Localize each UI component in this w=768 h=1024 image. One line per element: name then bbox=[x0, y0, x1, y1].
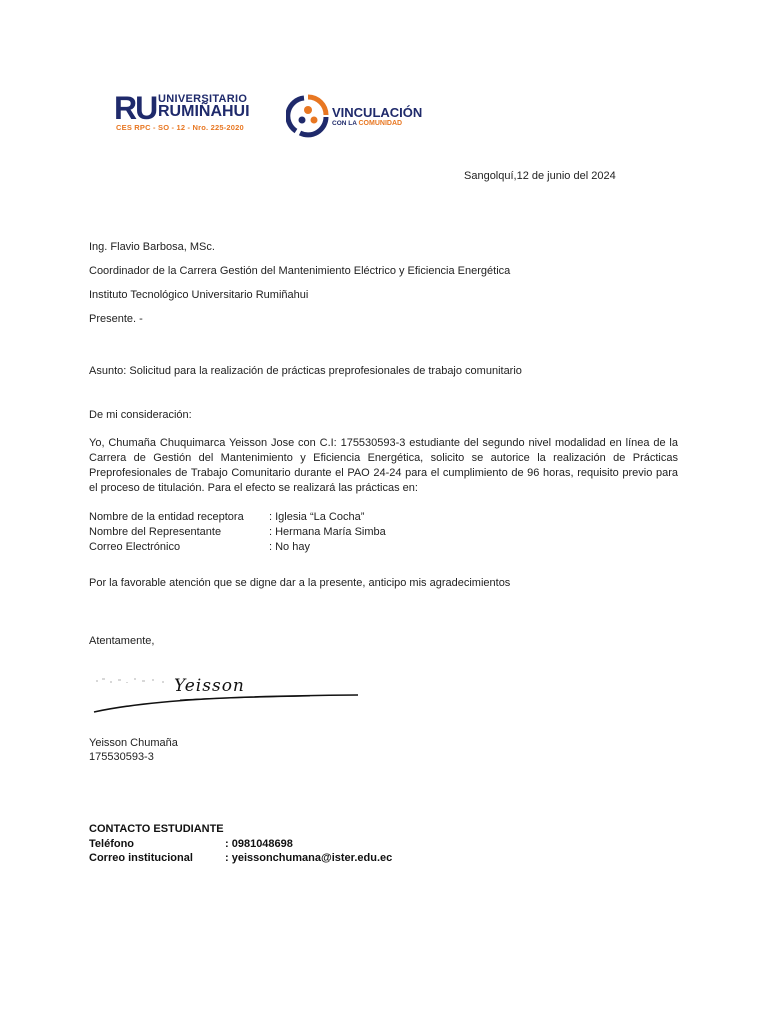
university-logo-line2: RUMIÑAHUI bbox=[158, 103, 250, 120]
signer-id: 175530593-3 bbox=[89, 751, 154, 763]
recipient-institution: Instituto Tecnológico Universitario Rumiñahui bbox=[89, 289, 309, 301]
vinculacion-title: VINCULACIÓN bbox=[332, 105, 423, 120]
contact-row bbox=[89, 851, 393, 866]
signature-script: Yeisson bbox=[174, 676, 245, 696]
closing-text: Por la favorable atención que se digne dar a la presente, anticipo mis agradecimientos bbox=[89, 577, 511, 589]
contact-phone: : 0981048698 bbox=[225, 837, 293, 850]
detail-label: Correo Electrónico bbox=[89, 541, 181, 553]
student-contact bbox=[89, 822, 393, 866]
university-logo-line1: UNIVERSITARIO bbox=[158, 93, 248, 105]
contact-heading: CONTACTO ESTUDIANTE bbox=[89, 823, 224, 835]
sign-off: Atentamente, bbox=[89, 635, 155, 647]
handwritten-signature bbox=[90, 670, 362, 718]
signer-name: Yeisson Chumaña bbox=[89, 737, 178, 749]
university-logo-line3: CES RPC - SO - 12 - Nro. 225-2020 bbox=[116, 123, 244, 132]
detail-value: : Hermana María Simba bbox=[269, 526, 386, 538]
university-logo bbox=[114, 90, 284, 136]
greeting: De mi consideración: bbox=[89, 409, 192, 421]
vinculacion-circle-icon bbox=[286, 93, 330, 139]
detail-value: : Iglesia “La Cocha” bbox=[269, 511, 365, 523]
con-la-text: CON LA bbox=[332, 120, 357, 127]
recipient-position: Coordinador de la Carrera Gestión del Mantenimiento Eléctrico y Eficiencia Energética bbox=[89, 265, 511, 277]
ru-logo-mark: RU bbox=[114, 90, 157, 126]
vinculacion-subtitle bbox=[332, 120, 402, 127]
presente-line: Presente. - bbox=[89, 313, 143, 325]
contact-email: : yeissonchumana@ister.edu.ec bbox=[225, 852, 393, 864]
detail-label: Nombre de la entidad receptora bbox=[89, 511, 244, 523]
subject-line: Asunto: Solicitud para la realización de prácticas preprofesionales de trabajo comunitario bbox=[89, 365, 522, 377]
recipient-name: Ing. Flavio Barbosa, MSc. bbox=[89, 241, 215, 253]
vinculacion-logo bbox=[286, 93, 426, 139]
contact-label: Correo institucional bbox=[89, 852, 193, 864]
detail-label: Nombre del Representante bbox=[89, 526, 222, 538]
letter-date: Sangolquí,12 de junio del 2024 bbox=[464, 170, 616, 182]
contact-row bbox=[89, 837, 293, 852]
comunidad-text: COMUNIDAD bbox=[358, 120, 403, 127]
body-paragraph: Yo, Chumaña Chuquimarca Yeisson Jose con C.I: 175530593-3 estudiante del segundo nivel modalidad en línea de la Carrera de Gestión del Mantenimiento y Eficiencia Energética, solicito se autorice la realización de Prácticas Preprofesionales de Trabajo Comunitario durante el PAO 24-24 para el cumplimiento de 96 horas, requisito previo para el proceso de titulación. Para el efecto se realizará las prácticas en: bbox=[89, 437, 678, 494]
contact-label: Teléfono bbox=[89, 837, 135, 850]
detail-value: : No hay bbox=[269, 541, 310, 553]
